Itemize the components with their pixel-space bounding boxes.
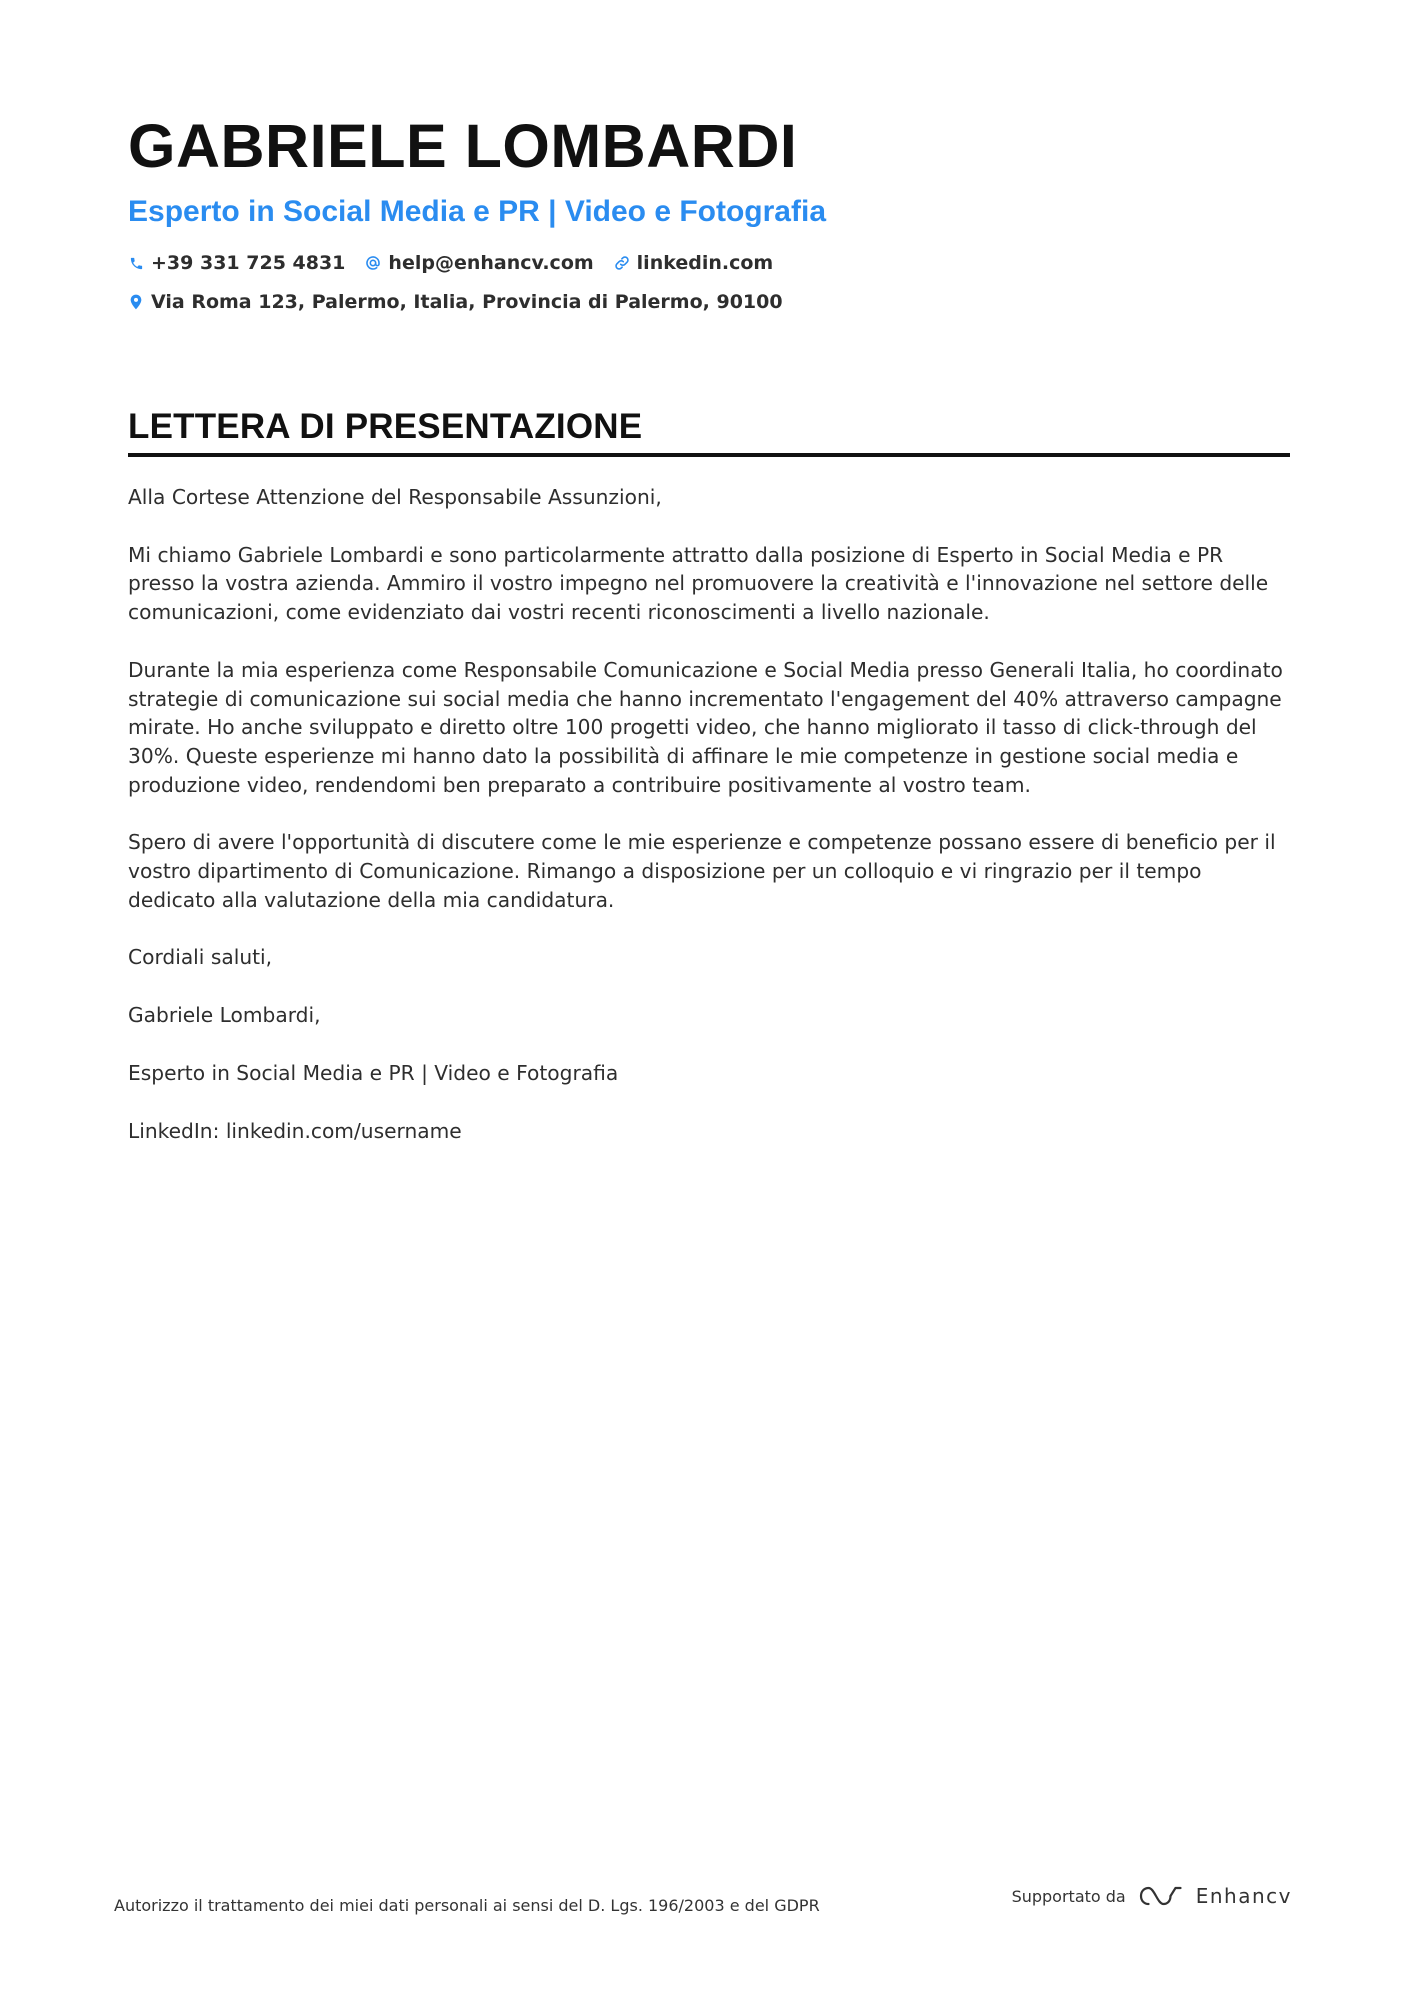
powered-by-label: Supportato da	[1011, 1886, 1126, 1906]
cover-letter-section	[128, 405, 1290, 1174]
letter-salutation: Alla Cortese Attenzione del Responsabile Assunzioni,	[128, 485, 662, 509]
contact-address	[128, 291, 783, 313]
at-icon	[365, 255, 381, 271]
contact-email	[365, 252, 593, 274]
letter-paragraph: Durante la mia esperienza come Responsabile Comunicazione e Social Media presso Generali Italia, ho coordinato strategie di comunicazione sui social media che hanno incrementato l'engagement del 40% attraverso campagne mirate. Ho anche sviluppato e diretto oltre 100 progetti video, che hanno migliorato il tasso di click-through del 30%. Queste esperienze mi hanno dato la possibilità di affinare le mie competenze in gestione social media e produzione video, rendendomi ben preparato a contribuire positivamente al vostro team.	[128, 657, 1283, 797]
address-text: Via Roma 123, Palermo, Italia, Provincia di Palermo, 90100	[151, 291, 783, 313]
email-address[interactable]: help@enhancv.com	[388, 252, 594, 274]
letter-closing: Cordiali saluti,	[128, 945, 273, 970]
candidate-title: Esperto in Social Media e PR | Video e Fotografia	[128, 195, 826, 228]
contact-phone	[128, 252, 345, 274]
linkedin-link[interactable]: linkedin.com	[636, 252, 774, 274]
section-divider	[128, 453, 1290, 457]
link-icon	[614, 255, 630, 271]
enhancv-logo-icon	[1138, 1884, 1184, 1908]
letter-body	[128, 483, 1290, 1145]
letter-signature-linkedin: LinkedIn: linkedin.com/username	[128, 1118, 462, 1143]
candidate-name: GABRIELE LOMBARDI	[128, 112, 798, 180]
phone-number[interactable]: +39 331 725 4831	[151, 252, 346, 274]
letter-signature-name: Gabriele Lombardi,	[128, 1003, 321, 1028]
phone-icon	[128, 255, 144, 271]
letter-paragraph: Spero di avere l'opportunità di discutere come le mie esperienze e competenze possano essere di beneficio per il vostro dipartimento di Comunicazione. Rimango a disposizione per un colloquio e vi ringrazio per il tempo dedicato alla valutazione della mia candidatura.	[128, 830, 1276, 912]
letter-signature-title: Esperto in Social Media e PR | Video e Fotografia	[128, 1060, 619, 1085]
contact-row-address	[128, 287, 1288, 317]
contact-linkedin	[614, 252, 774, 274]
contact-row-primary	[128, 248, 1288, 278]
location-pin-icon	[128, 294, 144, 310]
powered-by[interactable]	[1012, 1884, 1292, 1908]
privacy-consent: Autorizzo il trattamento dei miei dati personali ai sensi del D. Lgs. 196/2003 e del GDPR	[114, 1896, 820, 1915]
section-title: LETTERA DI PRESENTAZIONE	[128, 407, 643, 446]
letter-paragraph: Mi chiamo Gabriele Lombardi e sono particolarmente attratto dalla posizione di Esperto in Social Media e PR presso la vostra azienda. Ammiro il vostro impegno nel promuovere la creatività e l'innovazione nel settore delle comunicazioni, come evidenziato dai vostri recenti riconoscimenti a livello nazionale.	[128, 542, 1269, 625]
contact-info	[128, 248, 1288, 317]
brand-name: Enhancv	[1195, 1884, 1292, 1908]
resume-header	[128, 110, 1288, 326]
